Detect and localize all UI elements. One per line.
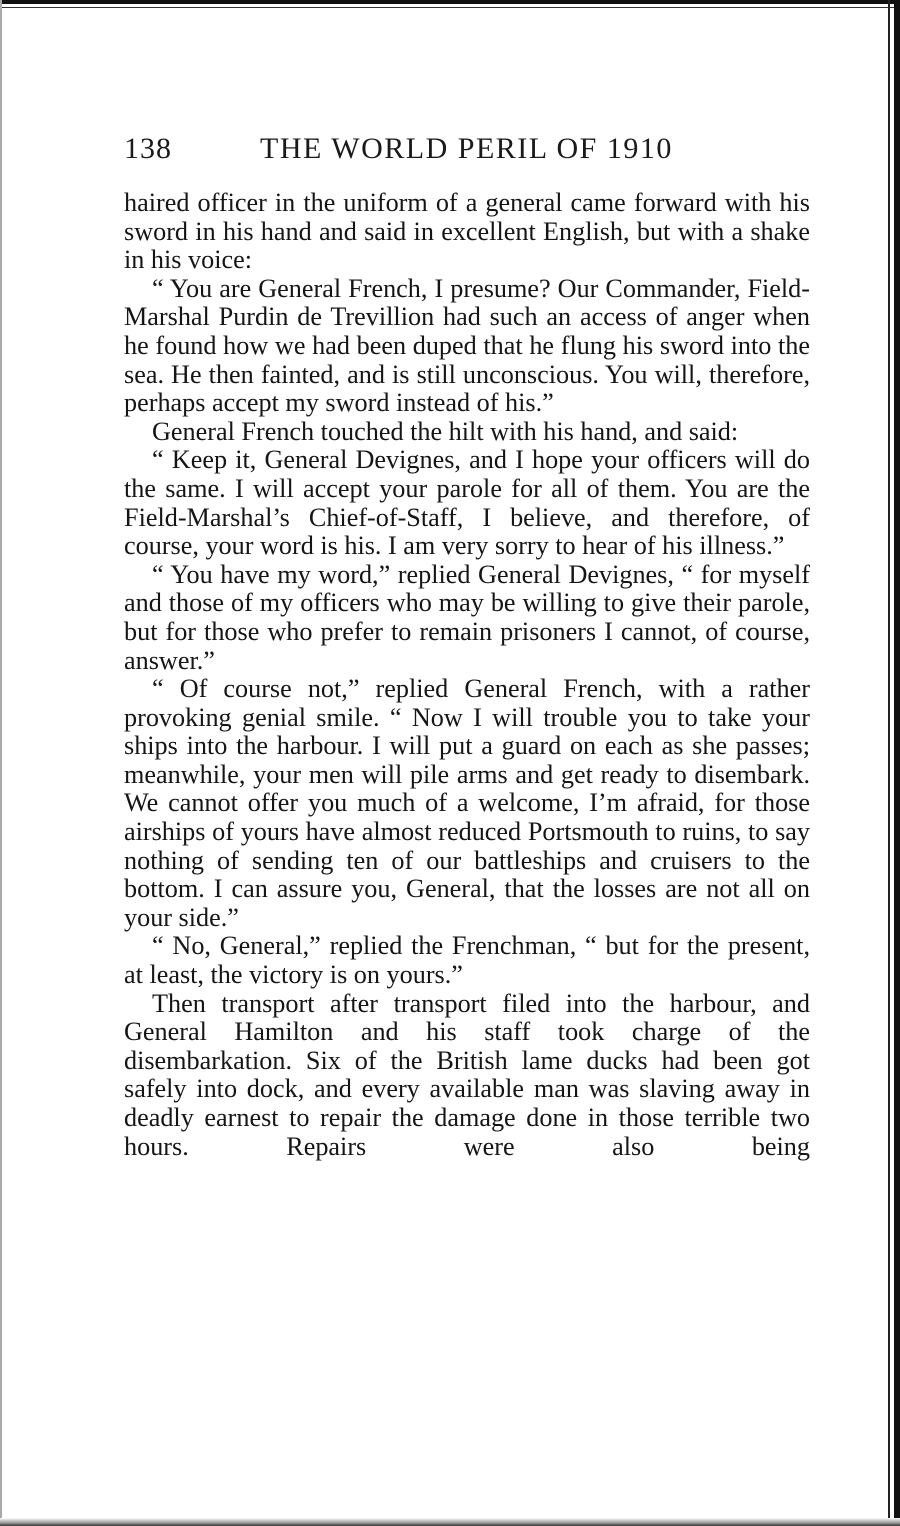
scan-edge-top xyxy=(0,0,900,4)
paragraph-7: “ No, General,” replied the Frenchman, “ but for the present, at least, the victory is on yours.” xyxy=(124,931,810,990)
body-text xyxy=(124,189,810,1161)
scan-edge-right-line xyxy=(888,0,890,1526)
paragraph-8: Then transport after transport filed into the harbour, and General Hamilton and his staff took charge of the disembarkation. Six of the British lame ducks had been got safely into dock, and every available man was slaving away in deadly earnest to repair the damage done in those terrible two hours. Repairs were also being xyxy=(124,988,810,1161)
scan-edge-left xyxy=(0,0,2,1526)
scan-edge-bottom xyxy=(0,1518,900,1526)
running-title: THE WORLD PERIL OF 1910 xyxy=(260,132,673,165)
paragraph-5: “ You have my word,” replied General Devignes, “ for myself and those of my officers who may be willing to give their parole, but for those who prefer to remain prisoners I cannot, of course, answer.” xyxy=(124,559,810,675)
page-header xyxy=(124,132,684,172)
page-number: 138 xyxy=(124,132,172,165)
scan-edge-right xyxy=(894,0,900,1526)
paragraph-6: “ Of course not,” replied General French, with a rather provoking genial smile. “ Now I will trouble you to take your ships into the harbour. I will put a guard on each as she passes; meanwhile, your men will pile arms and get ready to disembark. We cannot offer you much of a welcome, I’m afraid, for those airships of yours have almost reduced Portsmouth to ruins, to say nothing of sending ten of our battleships and cruisers to the bottom. I can assure you, General, that the losses are not all on your side.” xyxy=(124,674,810,932)
paragraph-3: General French touched the hilt with his hand, and said: xyxy=(152,416,739,446)
paragraph-2: “ You are General French, I presume? Our Commander, Field-Marshal Purdin de Trevillion had such an access of anger when he found how we had been duped that he flung his sword into the sea. He then fainted, and is still unconscious. You will, therefore, perhaps accept my sword instead of his.” xyxy=(124,273,810,418)
scan-edge-top-line xyxy=(0,7,900,8)
paragraph-1: haired officer in the uniform of a general came forward with his sword in his hand and said in excellent English, but with a shake in his voice: xyxy=(124,188,810,275)
paragraph-4: “ Keep it, General Devignes, and I hope your officers will do the same. I will accept your parole for all of them. You are the Field-Marshal’s Chief-of-Staff, I believe, and therefore, of course, your word is his. I am very sorry to hear of his illness.” xyxy=(124,445,810,561)
